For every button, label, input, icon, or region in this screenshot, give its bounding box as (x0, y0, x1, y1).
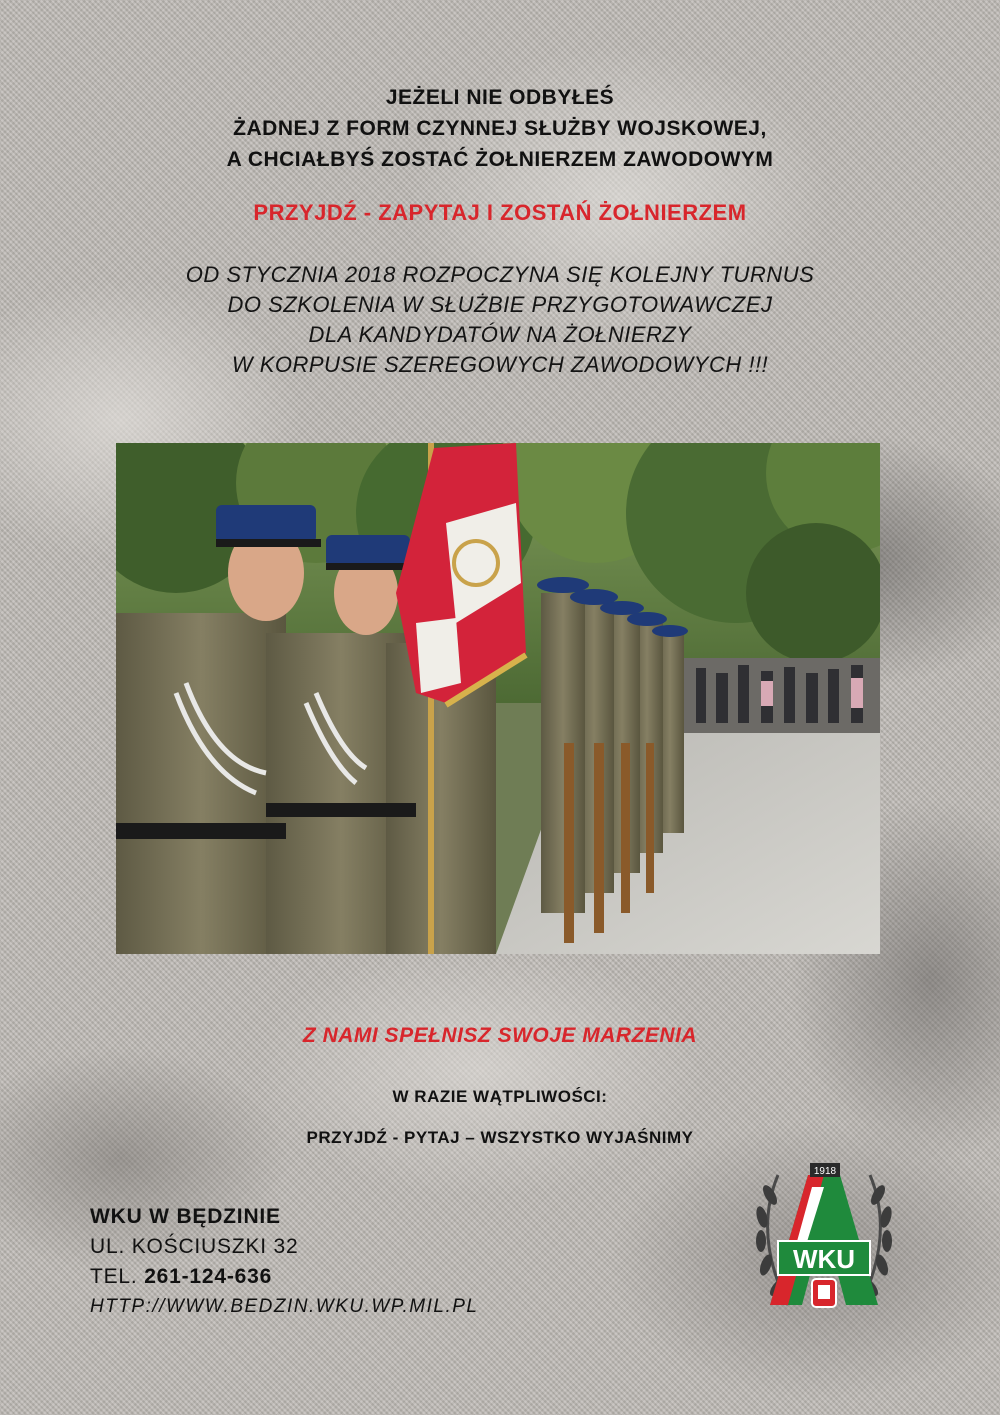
soldiers-ceremony-photo (116, 443, 880, 954)
office-address: UL. KOŚCIUSZKI 32 (90, 1235, 299, 1258)
doubts-text: W RAZIE WĄTPLIWOŚCI: (392, 1087, 608, 1106)
soldiers-ceremony-illustration (116, 443, 880, 954)
emblem-label: WKU (792, 1244, 856, 1274)
website-link[interactable]: HTTP://WWW.BEDZIN.WKU.WP.MIL.PL (90, 1296, 479, 1317)
wku-emblem (748, 1155, 900, 1317)
announcement-line: DO SZKOLENIA W SŁUŻBIE PRZYGOTOWAWCZEJ (227, 292, 773, 317)
contact-block (90, 1202, 479, 1322)
announcement-line: W KORPUSIE SZEREGOWYCH ZAWODOWYCH !!! (231, 352, 769, 377)
announcement-text (0, 260, 1000, 380)
office-phone (90, 1262, 479, 1292)
header-line: ŻADNEJ Z FORM CZYNNEJ SŁUŻBY WOJSKOWEJ, (233, 117, 767, 140)
phone-number[interactable]: 261-124-636 (144, 1265, 273, 1288)
header-line: JEŻELI NIE ODBYŁEŚ (385, 86, 615, 109)
header-line: A CHCIAŁBYŚ ZOSTAĆ ŻOŁNIERZEM ZAWODOWYM (226, 148, 774, 171)
emblem-year: 1918 (813, 1166, 837, 1177)
announcement-line: DLA KANDYDATÓW NA ŻOŁNIERZY (308, 322, 692, 347)
tagline: PRZYJDŹ - ZAPYTAJ I ZOSTAŃ ŻOŁNIERZEM (253, 200, 747, 225)
header-text (0, 82, 1000, 175)
ask-text: PRZYJDŹ - PYTAJ – WSZYSTKO WYJAŚNIMY (306, 1128, 694, 1147)
wku-logo-icon (748, 1155, 900, 1317)
office-name: WKU W BĘDZINIE (90, 1205, 281, 1228)
slogan: Z NAMI SPEŁNISZ SWOJE MARZENIA (302, 1024, 698, 1047)
announcement-line: OD STYCZNIA 2018 ROZPOCZYNA SIĘ KOLEJNY TURNUS (185, 262, 815, 287)
phone-label: TEL. (90, 1265, 138, 1288)
